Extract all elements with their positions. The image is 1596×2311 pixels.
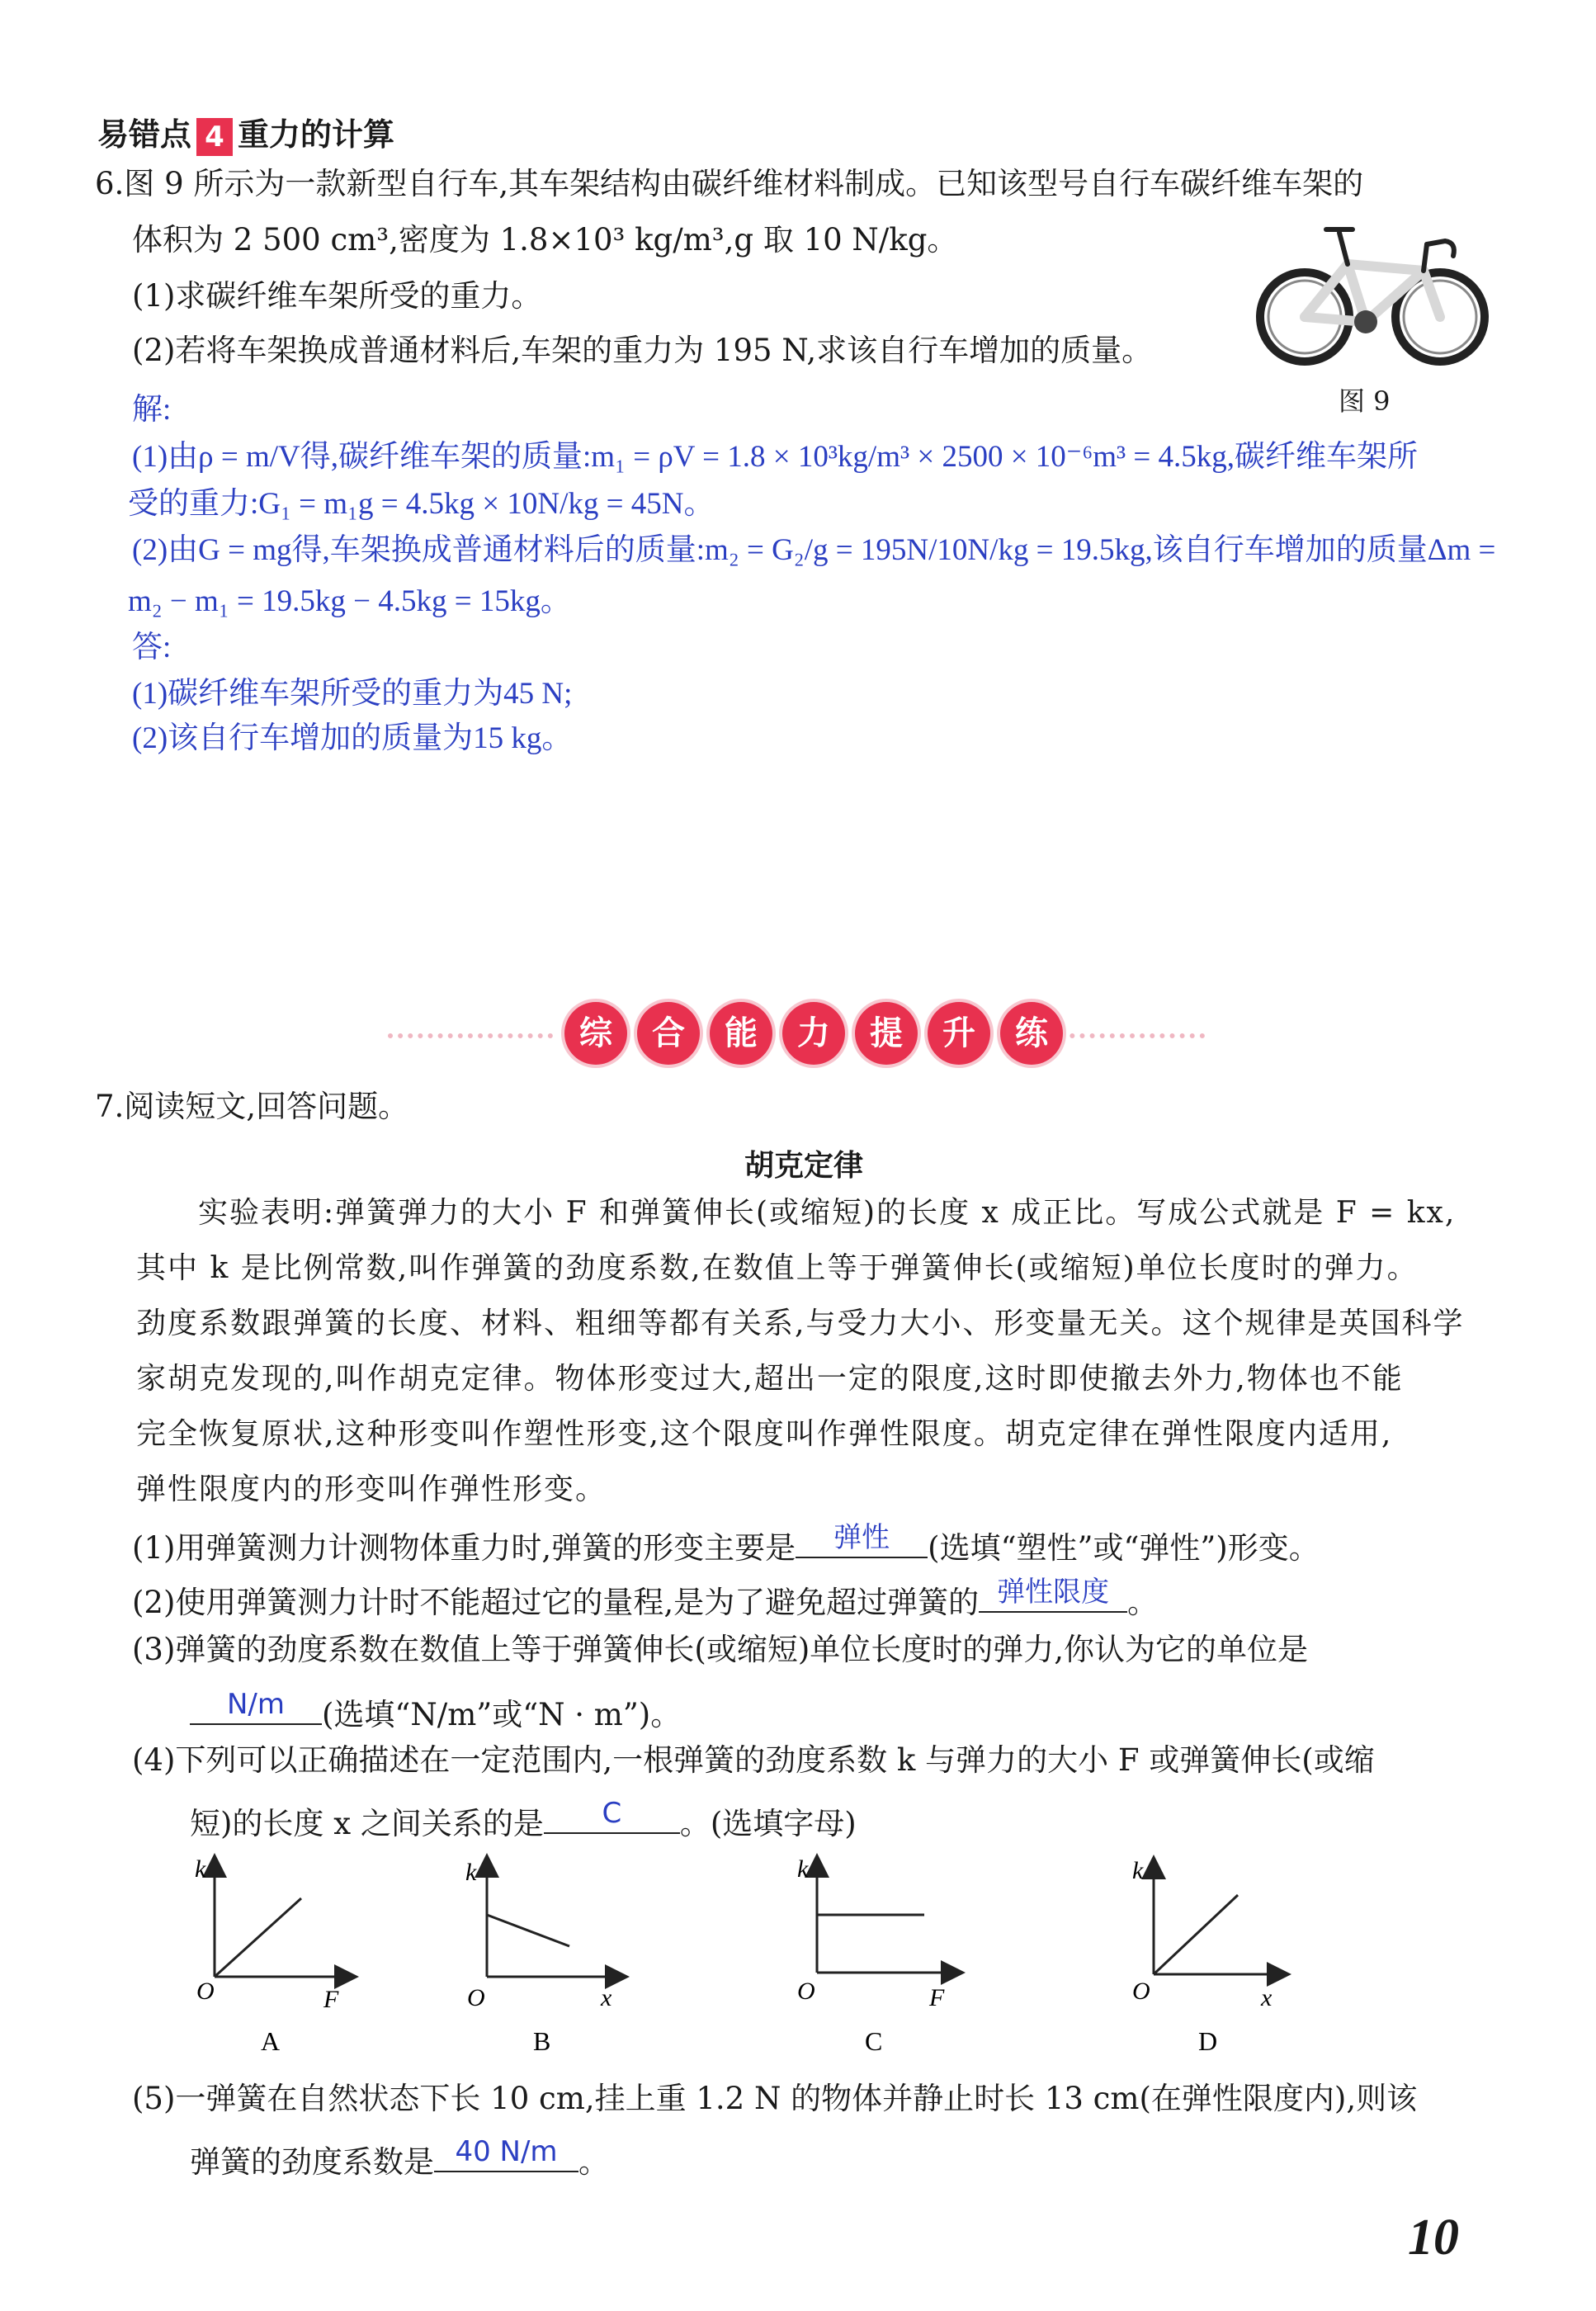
- answer-2: 弹性限度: [997, 1576, 1110, 1609]
- q7-sub5-text: 弹簧的劲度系数是: [190, 2144, 434, 2180]
- section-title: 重力的计算: [238, 116, 395, 153]
- q6-sub1: (1)求碳纤维车架所受的重力。: [132, 278, 542, 314]
- section-heading: [97, 109, 394, 156]
- graph-b-xlabel: x: [601, 1984, 612, 2011]
- q7-sub3-tail: (选填“N/m”或“N · m”)。: [322, 1697, 682, 1732]
- answer-blank-3: [190, 1690, 322, 1725]
- q7-sub1: [132, 1521, 1320, 1566]
- banner-char: 力: [782, 1002, 845, 1065]
- banner-char: 能: [710, 1002, 772, 1065]
- banner-char: 提: [855, 1002, 918, 1065]
- graph-b-letter: B: [533, 2026, 551, 2056]
- q7-sub4-tail: 。(选填字母): [679, 1806, 857, 1841]
- graph-c: [797, 1855, 953, 2056]
- bicycle-image: [1250, 216, 1498, 373]
- page-number: 10: [1408, 2209, 1459, 2266]
- q7-sub5: (5)一弹簧在自然状态下长 10 cm,挂上重 1.2 N 的物体并静止时长 13 cm(在弹性限度内),则该: [132, 2081, 1418, 2116]
- graph-a-origin: O: [196, 1978, 215, 2005]
- q7-sub2: [132, 1578, 1158, 1618]
- graph-b-ylabel: k: [465, 1859, 477, 1886]
- graph-d: [1132, 1857, 1279, 2056]
- section-badge: 4: [196, 118, 233, 156]
- banner-char: 练: [1000, 1002, 1063, 1065]
- q7-sub2-text: (2)使用弹簧测力计时不能超过它的量程,是为了避免超过弹簧的: [132, 1585, 980, 1620]
- section-banner: [560, 1002, 1068, 1065]
- q6-line2: 体积为 2 500 cm³,密度为 1.8×10³ kg/m³,g 取 10 N/kg。: [132, 222, 958, 258]
- answer-4: C: [602, 1797, 622, 1830]
- q7-sub1-tail: (选填“塑性”或“弹性”)形变。: [928, 1530, 1320, 1566]
- answer-blank-4: [544, 1799, 680, 1834]
- passage-line: 完全恢复原状,这种形变叫作塑性形变,这个限度叫作弹性限度。胡克定律在弹性限度内适用,: [136, 1417, 1393, 1451]
- answer-blank-1: [796, 1521, 928, 1558]
- answer-blank-2: [979, 1578, 1127, 1613]
- passage-line: 实验表明:弹簧弹力的大小 F 和弹簧伸长(或缩短)的长度 x 成正比。写成公式就是 F = kx,: [198, 1196, 1457, 1230]
- solution-jie: 解:: [132, 393, 172, 427]
- q7-intro: 7.阅读短文,回答问题。: [95, 1089, 409, 1124]
- graph-c-xlabel: F: [929, 1984, 945, 2011]
- answer-5: 40 N/m: [455, 2135, 558, 2168]
- graph-d-origin: O: [1132, 1978, 1150, 2005]
- banner-dots-left: [388, 1033, 553, 1038]
- q7-sub4: (4)下列可以正确描述在一定范围内,一根弹簧的劲度系数 k 与弹力的大小 F 或弹簧伸长(或缩: [132, 1742, 1375, 1778]
- graph-a-letter: A: [261, 2026, 281, 2056]
- answer-line2: (2)该自行车增加的质量为15 kg。: [132, 721, 573, 755]
- graph-a: [195, 1855, 347, 2056]
- passage-line: 弹性限度内的形变叫作弹性形变。: [136, 1472, 607, 1506]
- banner-char: 综: [564, 1002, 627, 1065]
- graph-d-xlabel: x: [1261, 1984, 1273, 2011]
- graph-d-ylabel: k: [1132, 1857, 1144, 1884]
- solution-da: 答:: [132, 631, 172, 664]
- solution-line3: (2)由G = mg得,车架换成普通材料后的质量:m₂ = G₂/g = 195N/10N/kg = 19.5kg,该自行车增加的质量Δm =: [132, 533, 1496, 567]
- q7-sub4-line2: [190, 1799, 857, 1839]
- solution-line2: 受的重力:G₁ = m₁g = 4.5kg × 10N/kg = 45N。: [128, 487, 715, 521]
- q6-line1: 6.图 9 所示为一款新型自行车,其车架结构由碳纤维材料制成。已知该型号自行车碳纤维车架的: [95, 166, 1364, 201]
- passage-line: 其中 k 是比例常数,叫作弹簧的劲度系数,在数值上等于弹簧伸长(或缩短)单位长度时的弹力。: [136, 1251, 1419, 1285]
- q7-sub3: (3)弹簧的劲度系数在数值上等于弹簧伸长(或缩短)单位长度时的弹力,你认为它的单位是: [132, 1632, 1309, 1667]
- graph-c-origin: O: [797, 1978, 815, 2005]
- graph-a-xlabel: F: [323, 1986, 339, 2013]
- q7-sub4-text: 短)的长度 x 之间关系的是: [190, 1806, 544, 1841]
- graph-b: [465, 1859, 617, 2056]
- passage-title: 胡克定律: [744, 1149, 864, 1183]
- banner-char: 合: [637, 1002, 700, 1065]
- graph-d-letter: D: [1198, 2026, 1218, 2056]
- answer-blank-5: [434, 2135, 578, 2172]
- q7-sub5-tail: 。: [578, 2144, 609, 2180]
- q7-sub1-text: (1)用弹簧测力计测物体重力时,弹簧的形变主要是: [132, 1530, 796, 1566]
- passage-line: 劲度系数跟弹簧的长度、材料、粗细等都有关系,与受力大小、形变量无关。这个规律是英国科学: [136, 1307, 1465, 1340]
- banner-char: 升: [928, 1002, 990, 1065]
- figure-label: 图 9: [1339, 385, 1391, 417]
- q7-sub5-line2: [190, 2135, 609, 2180]
- answer-line1: (1)碳纤维车架所受的重力为45 N;: [132, 677, 573, 711]
- section-prefix: 易错点: [97, 116, 192, 153]
- passage-line: 家胡克发现的,叫作胡克定律。物体形变过大,超出一定的限度,这时即使撤去外力,物体也不能: [136, 1362, 1404, 1396]
- graph-a-ylabel: k: [195, 1855, 206, 1883]
- solution-line4: m₂ − m₁ = 19.5kg − 4.5kg = 15kg。: [128, 584, 571, 618]
- answer-1: 弹性: [833, 1521, 890, 1554]
- q7-sub3-line2: [190, 1690, 681, 1730]
- q7-sub2-tail: 。: [1127, 1585, 1159, 1620]
- answer-3: N/m: [226, 1688, 285, 1721]
- graph-options: [165, 1849, 1337, 2072]
- q6-sub2: (2)若将车架换成普通材料后,车架的重力为 195 N,求该自行车增加的质量。: [132, 333, 1153, 368]
- graph-c-letter: C: [865, 2026, 883, 2056]
- solution-line1: (1)由ρ = m/V得,碳纤维车架的质量:m₁ = ρV = 1.8 × 10³kg/m³ × 2500 × 10⁻⁶m³ = 4.5kg,碳纤维车架所: [132, 440, 1418, 474]
- graph-c-ylabel: k: [797, 1855, 809, 1883]
- graph-b-origin: O: [467, 1984, 485, 2011]
